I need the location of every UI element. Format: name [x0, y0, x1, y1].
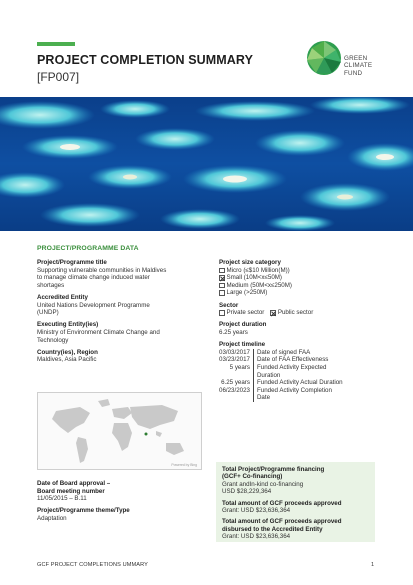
exec-line: Ministry of Environment Climate Change and — [37, 328, 160, 336]
disbursed-value: Grant: USD $23,636,364 — [222, 533, 291, 541]
timeline-row — [219, 356, 343, 364]
size-option-label: Micro (≤$10 Million(M)) — [226, 266, 290, 274]
entity-line: United Nations Development Programme — [37, 301, 150, 309]
programme-title-label: Project/Programme title — [37, 259, 107, 266]
title-accent-bar — [37, 42, 75, 46]
timeline-event-line: Funded Activity Completion — [256, 386, 332, 394]
executing-entity-value — [37, 329, 187, 344]
size-option-label: Small (10M<x≤50M) — [226, 274, 282, 282]
duration-value: 6.25 years — [219, 328, 248, 336]
disbursed-label — [222, 518, 369, 533]
timeline-row — [219, 387, 343, 402]
timeline-date: 06/23/2023 — [219, 387, 254, 402]
timeline-event-line: Duration — [256, 371, 281, 379]
timeline-event — [254, 387, 343, 402]
country-region-label: Country(ies), Region — [37, 348, 98, 356]
programme-title-line: shortages — [37, 281, 65, 289]
theme-value: Adaptation — [37, 514, 67, 522]
size-option-micro — [219, 267, 379, 275]
board-approval-value: 11/05/2015 – B.11 — [37, 495, 87, 503]
page-number: 1 — [371, 562, 375, 568]
theme-label: Project/Programme theme/Type — [37, 507, 130, 515]
gcf-logo-text — [344, 55, 372, 77]
total-financing-line: Total Project/Programme financing — [222, 466, 325, 473]
timeline-event-line: Date of signed FAA — [256, 348, 311, 356]
financing-box — [216, 462, 375, 542]
total-financing-label — [222, 466, 369, 481]
programme-title-value — [37, 267, 187, 290]
logo-line: FUND — [344, 69, 363, 77]
timeline-row — [219, 364, 343, 379]
board-label-line: Board meeting number — [37, 487, 105, 495]
size-option-label: Large (>250M) — [226, 289, 268, 297]
sector-option-private — [219, 309, 264, 317]
entity-line: (UNDP) — [37, 309, 59, 317]
timeline-event-line: Date — [256, 394, 271, 402]
section-title: PROJECT/PROGRAMME DATA — [37, 245, 139, 252]
size-option-small — [219, 274, 379, 282]
size-option-label: Medium (50M<x≤250M) — [226, 281, 292, 289]
total-financing-amount: USD $28,229,364 — [222, 488, 272, 496]
size-option-medium — [219, 282, 379, 290]
board-approval-label — [37, 480, 197, 495]
timeline-label: Project timeline — [219, 341, 266, 349]
timeline-date: 03/23/2017 — [219, 356, 254, 364]
timeline-date: 6.25 years — [219, 379, 254, 387]
timeline-event — [254, 349, 343, 357]
project-timeline — [219, 349, 343, 402]
total-financing-sub: Grant andIn-kind co-financing — [222, 480, 304, 488]
exec-line: Technology — [37, 336, 69, 344]
programme-title-line: to manage climate change induced water — [37, 274, 150, 282]
size-category-label: Project size category — [219, 259, 281, 266]
approved-value: Grant: USD $23,636,364 — [222, 507, 291, 515]
timeline-event-line: Funded Activity Expected — [256, 363, 327, 371]
accredited-entity-value — [37, 302, 187, 317]
programme-title-line: Supporting vulnerable communities in Maldives — [37, 266, 167, 274]
total-financing-line: (GCF+ Co-financing) — [222, 473, 283, 481]
timeline-event — [254, 356, 343, 364]
sector-label: Sector — [219, 301, 239, 309]
size-category-options — [219, 267, 379, 297]
disbursed-label-line: disbursed to the Accredited Entity — [222, 525, 323, 533]
project-code: [FP007] — [37, 70, 80, 84]
left-column-bottom — [37, 480, 197, 527]
sector-option-public — [270, 309, 313, 317]
timeline-event — [254, 379, 343, 387]
timeline-row — [219, 349, 343, 357]
disbursed-label-line: Total amount of GCF proceeds approved — [222, 518, 342, 526]
executing-entity-label: Executing Entity(ies) — [37, 321, 99, 329]
gcf-logo-icon — [306, 40, 342, 76]
checkbox-icon — [219, 268, 225, 274]
logo-line: CLIMATE — [344, 62, 373, 70]
checkbox-icon — [219, 290, 225, 296]
world-map — [37, 392, 202, 470]
board-label-line: Date of Board approval – — [37, 480, 111, 487]
timeline-event-line: Funded Activity Actual Duration — [256, 379, 343, 387]
timeline-date: 5 years — [219, 364, 254, 379]
sector-option-label: Private sector — [226, 309, 265, 317]
right-column — [219, 259, 379, 406]
checkbox-icon — [219, 283, 225, 289]
timeline-date: 03/03/2017 — [219, 349, 254, 357]
accredited-entity-label: Accredited Entity — [37, 293, 88, 301]
approved-label: Total amount of GCF proceeds approved — [222, 499, 342, 507]
country-region-value: Maldives, Asia Pacific — [37, 356, 97, 364]
total-financing-value — [222, 481, 369, 496]
document-title: PROJECT COMPLETION SUMMARY — [37, 53, 254, 67]
checked-checkbox-icon — [270, 310, 276, 316]
size-option-large — [219, 289, 379, 297]
timeline-event-line: Date of FAA Effectiveness — [256, 356, 329, 364]
sector-option-label: Public sector — [277, 309, 314, 317]
timeline-row — [219, 379, 343, 387]
map-caption: Powered by Bing — [171, 463, 197, 467]
footer-text: GCF PROJECT COMPLETIONS UMMARY — [37, 562, 148, 568]
sector-options — [219, 309, 379, 317]
hero-atoll-photo — [0, 97, 413, 231]
checked-checkbox-icon — [219, 275, 225, 281]
timeline-event — [254, 364, 343, 379]
checkbox-icon — [219, 310, 225, 316]
duration-label: Project duration — [219, 321, 267, 329]
logo-line: GREEN — [344, 55, 368, 62]
left-column — [37, 259, 187, 369]
